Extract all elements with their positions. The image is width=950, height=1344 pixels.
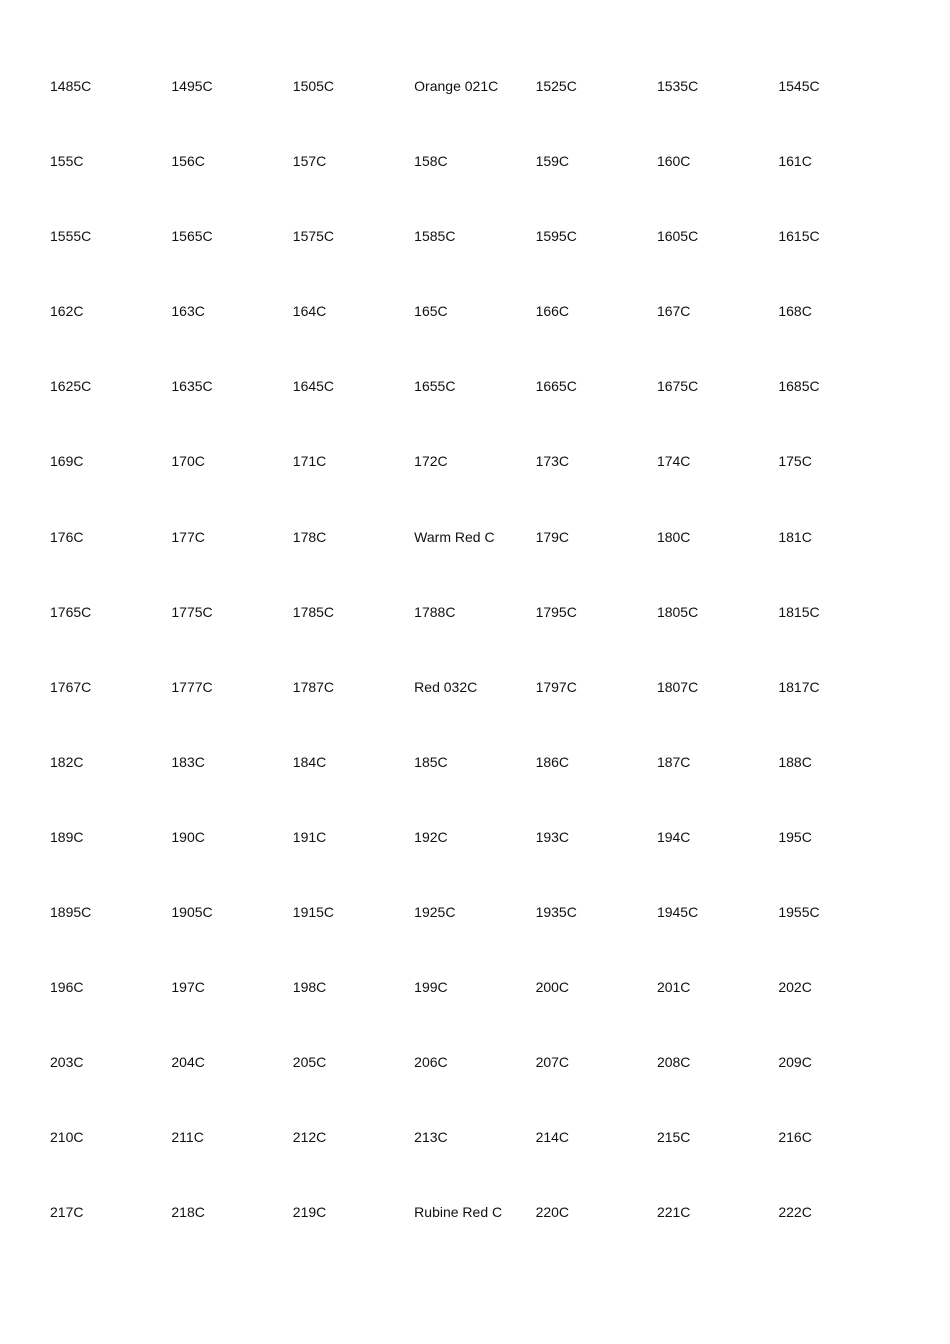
color-code-label: 186C <box>535 753 570 770</box>
color-code-label: 1645C <box>292 378 335 395</box>
color-code-label: 173C <box>535 453 570 470</box>
color-code-label: 1895C <box>50 904 92 921</box>
color-code-label: 1585C <box>414 228 456 245</box>
color-code-label: 216C <box>778 1129 812 1146</box>
color-code-label: 164C <box>292 303 327 320</box>
color-code-label: 220C <box>535 1204 570 1221</box>
color-code-label: 1625C <box>50 378 92 395</box>
color-code-label: 210C <box>50 1129 84 1146</box>
color-code-label: 198C <box>292 979 327 996</box>
color-code-label: 1945C <box>656 904 699 921</box>
color-code-label: 168C <box>778 303 812 320</box>
color-code-label: 1817C <box>778 678 820 695</box>
color-code-label: 161C <box>778 153 812 170</box>
color-code-label: 172C <box>414 453 448 470</box>
color-code-label: 188C <box>778 753 812 770</box>
color-code-label: 206C <box>414 1054 448 1071</box>
color-code-label: 195C <box>778 828 812 845</box>
color-code-label: 213C <box>414 1129 448 1146</box>
color-code-label: 167C <box>656 303 691 320</box>
color-code-label: 199C <box>414 979 448 996</box>
color-code-label: 156C <box>171 153 205 170</box>
color-code-label: 1535C <box>656 78 699 94</box>
color-code-label: 1505C <box>292 78 335 94</box>
color-code-label: 207C <box>535 1054 570 1071</box>
color-code-label: 155C <box>50 153 84 170</box>
color-code-label: 1815C <box>778 603 820 620</box>
color-code-label: 169C <box>50 453 84 470</box>
color-code-label: 176C <box>50 528 84 545</box>
color-code-label: 181C <box>778 528 812 545</box>
color-code-label: 182C <box>50 753 84 770</box>
color-code-label: 217C <box>50 1204 84 1221</box>
color-code-label: 1615C <box>778 228 820 245</box>
color-code-label: 219C <box>292 1204 327 1221</box>
color-code-label: 204C <box>171 1054 205 1071</box>
color-code-label: 1905C <box>171 904 213 921</box>
color-code-label: 1635C <box>171 378 213 395</box>
color-code-label: 221C <box>656 1204 691 1221</box>
color-code-label: 157C <box>292 153 327 170</box>
color-code-label: Warm Red C <box>414 528 495 545</box>
color-code-label: 1685C <box>778 378 820 395</box>
color-code-label: 1555C <box>50 228 92 245</box>
color-code-label: 178C <box>292 528 327 545</box>
color-code-label: 160C <box>656 153 691 170</box>
color-code-label: 1935C <box>535 904 577 921</box>
color-code-label: 1575C <box>292 228 335 245</box>
color-code-label: 1787C <box>292 678 335 695</box>
color-code-label: 194C <box>656 828 691 845</box>
color-code-label: 162C <box>50 303 84 320</box>
color-code-label: 187C <box>656 753 691 770</box>
color-code-label: 202C <box>778 979 812 996</box>
color-code-label: 175C <box>778 453 812 470</box>
color-code-label: 170C <box>171 453 205 470</box>
color-code-label: 215C <box>656 1129 691 1146</box>
color-code-label: Red 032C <box>414 678 478 695</box>
color-code-label: 1777C <box>171 678 213 695</box>
color-code-label: 1955C <box>778 904 820 921</box>
color-code-label: 192C <box>414 828 448 845</box>
color-code-label: 1765C <box>50 603 92 620</box>
color-code-label: Orange 021C <box>414 78 499 94</box>
color-code-label: 212C <box>292 1129 327 1146</box>
color-code-label: 1805C <box>656 603 699 620</box>
color-code-label: 158C <box>414 153 448 170</box>
color-code-label: 196C <box>50 979 84 996</box>
color-code-label: 165C <box>414 303 448 320</box>
color-code-label: 1605C <box>656 228 699 245</box>
color-code-label: 1545C <box>778 78 820 94</box>
color-code-label: 197C <box>171 979 205 996</box>
color-code-label: 222C <box>778 1204 812 1221</box>
color-code-label: 1525C <box>535 78 577 94</box>
color-code-label: 1767C <box>50 678 92 695</box>
color-code-label: 179C <box>535 528 570 545</box>
color-code-label: 184C <box>292 753 327 770</box>
color-code-label: 180C <box>656 528 691 545</box>
color-code-label: 1797C <box>535 678 577 695</box>
color-code-label: 163C <box>171 303 205 320</box>
color-code-grid <box>50 76 930 1278</box>
color-code-label: 177C <box>171 528 205 545</box>
color-code-label: 211C <box>171 1129 204 1146</box>
color-code-label: 166C <box>535 303 570 320</box>
color-code-label: 214C <box>535 1129 570 1146</box>
color-code-label: Rubine Red C <box>414 1204 503 1221</box>
color-code-label: 201C <box>656 979 691 996</box>
color-code-label: 193C <box>535 828 570 845</box>
color-code-label: 189C <box>50 828 84 845</box>
color-code-label: 1565C <box>171 228 213 245</box>
color-code-label: 1807C <box>656 678 699 695</box>
color-code-label: 159C <box>535 153 570 170</box>
color-code-label: 1495C <box>171 78 213 94</box>
color-code-label: 208C <box>656 1054 691 1071</box>
color-code-label: 218C <box>171 1204 205 1221</box>
color-code-label: 1775C <box>171 603 213 620</box>
color-code-label: 191C <box>292 828 327 845</box>
color-code-label: 205C <box>292 1054 327 1071</box>
color-code-label: 1915C <box>292 904 335 921</box>
color-code-label: 1788C <box>414 603 456 620</box>
color-code-label: 1675C <box>656 378 699 395</box>
color-code-label: 200C <box>535 979 570 996</box>
color-code-label: 171C <box>292 453 327 470</box>
color-code-label: 1485C <box>50 78 92 94</box>
color-code-label: 1665C <box>535 378 577 395</box>
color-code-label: 1655C <box>414 378 456 395</box>
color-code-label: 203C <box>50 1054 84 1071</box>
color-code-label: 1795C <box>535 603 577 620</box>
color-code-label: 190C <box>171 828 205 845</box>
color-code-label: 1785C <box>292 603 335 620</box>
color-code-label: 183C <box>171 753 205 770</box>
color-code-label: 174C <box>656 453 691 470</box>
color-code-label: 209C <box>778 1054 812 1071</box>
color-code-label: 185C <box>414 753 448 770</box>
color-code-label: 1595C <box>535 228 577 245</box>
color-code-label: 1925C <box>414 904 456 921</box>
